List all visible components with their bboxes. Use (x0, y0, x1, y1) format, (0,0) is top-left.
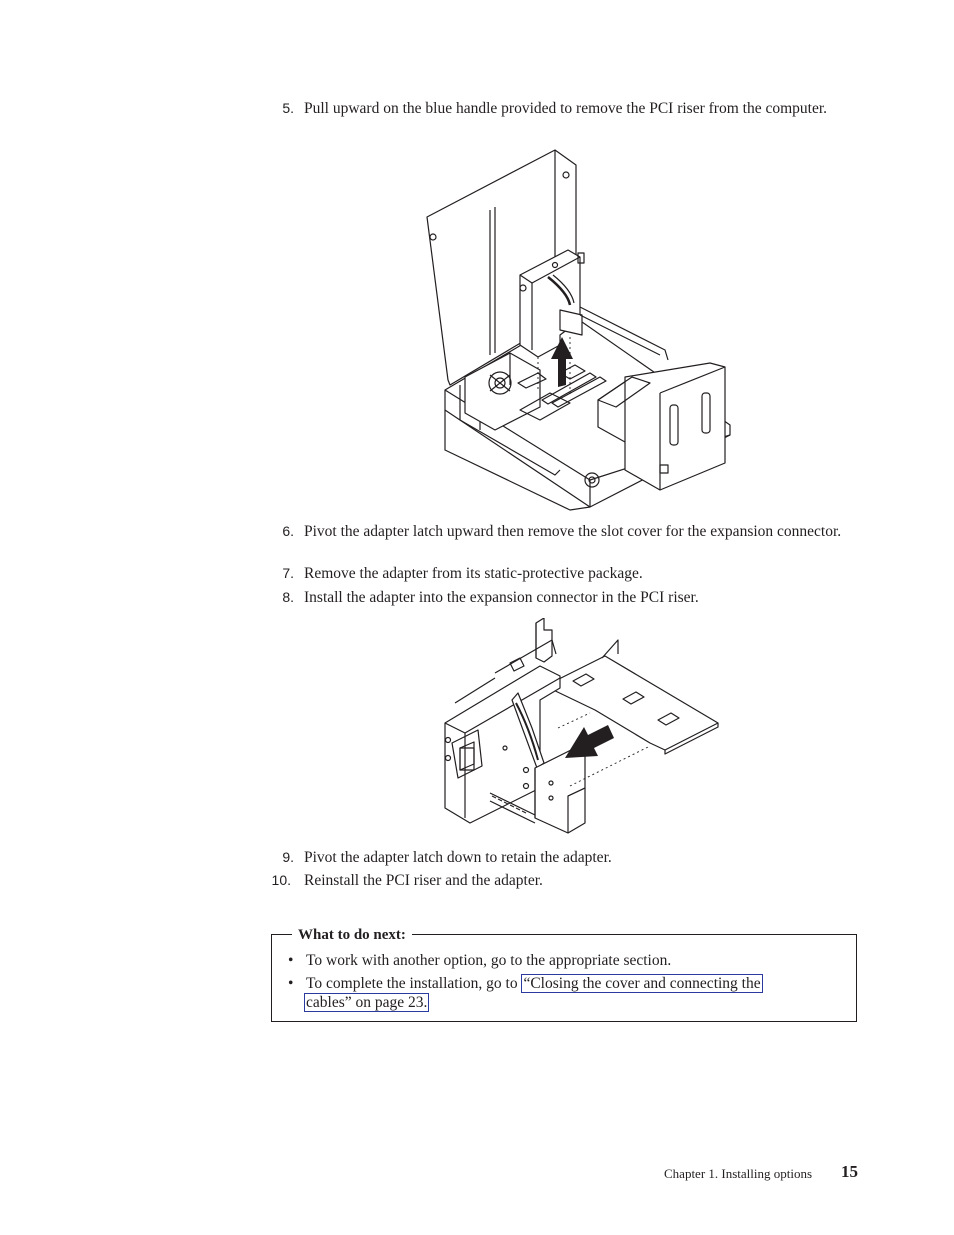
page-number: 15 (841, 1162, 858, 1181)
bullet-text: To work with another option, go to the appropriate section. (306, 952, 672, 969)
step-number: 7. (282, 565, 294, 581)
next-box-title: What to do next: (292, 926, 412, 944)
closing-cover-link[interactable]: “Closing the cover and connecting the (523, 975, 761, 992)
pci-riser-removal-illustration (420, 145, 740, 513)
riser-removal-drawing (420, 145, 740, 513)
adapter-install-illustration (440, 618, 722, 840)
step-text: Pivot the adapter latch upward then remove the slot cover for the expansion connector. (304, 523, 842, 540)
chapter-label: Chapter 1. Installing options (664, 1166, 813, 1181)
step-number: 10. (271, 872, 291, 888)
bullet-marker: • (288, 952, 294, 969)
bullet-prefix: To complete the installation, go to (306, 975, 518, 992)
bullet-marker: • (288, 975, 294, 992)
step-text: Pivot the adapter latch down to retain the adapter. (304, 849, 612, 866)
step-number: 6. (282, 523, 294, 539)
bullet-text (306, 974, 826, 1012)
step-text: Pull upward on the blue handle provided to remove the PCI riser from the computer. (304, 100, 828, 117)
step-number: 8. (282, 589, 294, 605)
step-number: 9. (282, 849, 294, 865)
what-to-do-next-box (271, 927, 857, 1022)
step-number: 5. (282, 100, 294, 116)
step-text: Reinstall the PCI riser and the adapter. (304, 872, 543, 889)
step-text: Remove the adapter from its static-protective package. (304, 565, 643, 582)
adapter-install-drawing (440, 618, 722, 840)
closing-cover-link-continued[interactable]: cables” on page 23. (306, 994, 428, 1011)
step-text: Install the adapter into the expansion connector in the PCI riser. (304, 589, 699, 606)
